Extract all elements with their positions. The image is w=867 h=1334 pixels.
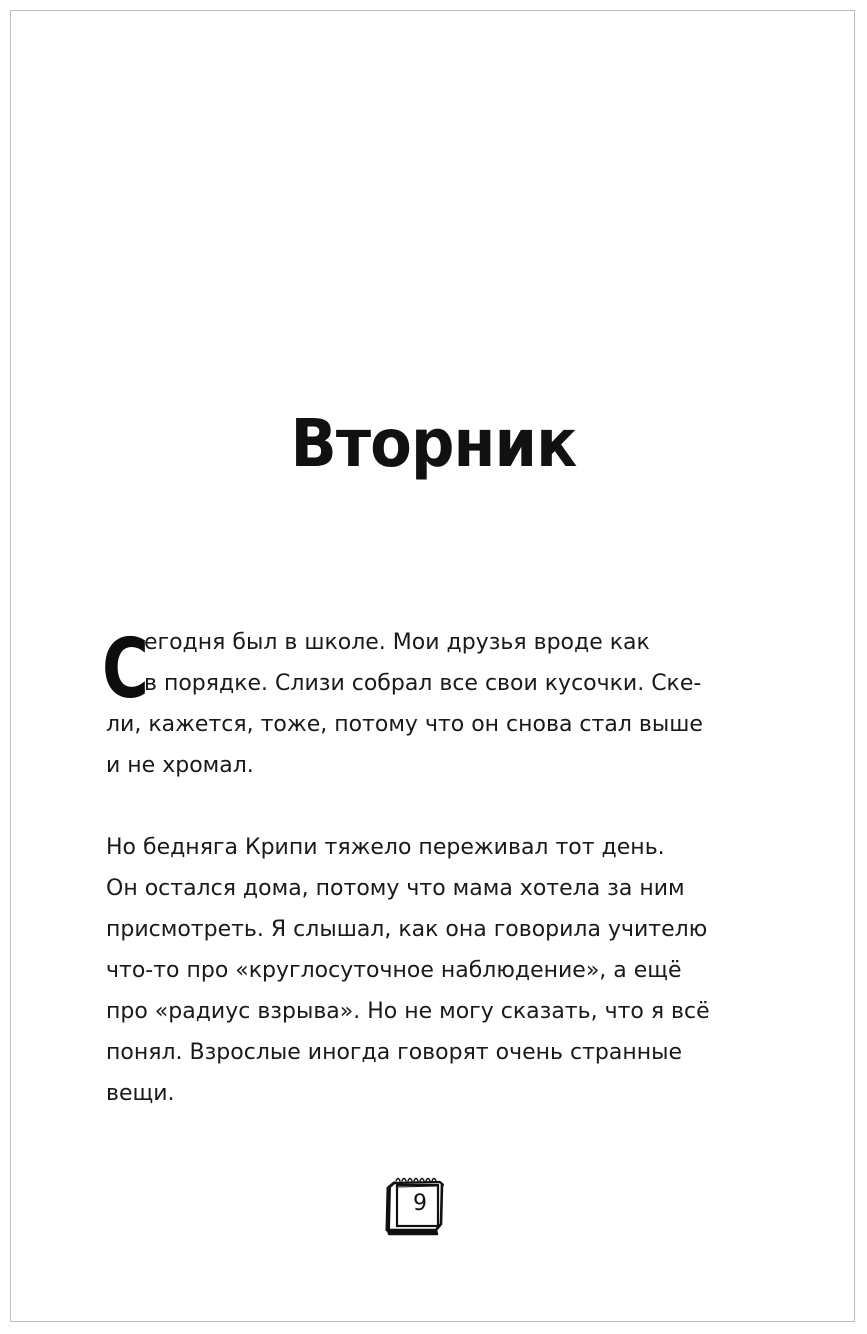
text-line: вещи.: [106, 1081, 175, 1106]
paragraph-2: [106, 827, 731, 1114]
body-text: [102, 622, 731, 1114]
text-line: присмотреть. Я слышал, как она говорила учителю: [106, 917, 708, 942]
page-number: 9: [413, 1191, 427, 1216]
text-line: что-то про «круглосуточное наблюдение», а ещё: [106, 958, 682, 983]
chapter-title: Вторник: [290, 405, 577, 482]
text-line: и не хромал.: [106, 753, 254, 778]
text-line: про «радиус взрыва». Но не могу сказать, что я всё: [106, 999, 710, 1024]
page-number-badge: [384, 1172, 448, 1238]
text-line: Но бедняга Крипи тяжело переживал тот день.: [106, 835, 665, 860]
text-line: Он остался дома, потому что мама хотела за ним: [106, 876, 685, 901]
text-line: в порядке. Слизи собрал все свои кусочки. Ске-: [144, 671, 702, 696]
drop-cap: С: [102, 622, 149, 717]
text-line: егодня был в школе. Мои друзья вроде как: [144, 630, 650, 655]
paragraph-1: [102, 622, 731, 786]
text-line: ли, кажется, тоже, потому что он снова стал выше: [106, 712, 703, 737]
text-line: понял. Взрослые иногда говорят очень странные: [106, 1040, 682, 1065]
